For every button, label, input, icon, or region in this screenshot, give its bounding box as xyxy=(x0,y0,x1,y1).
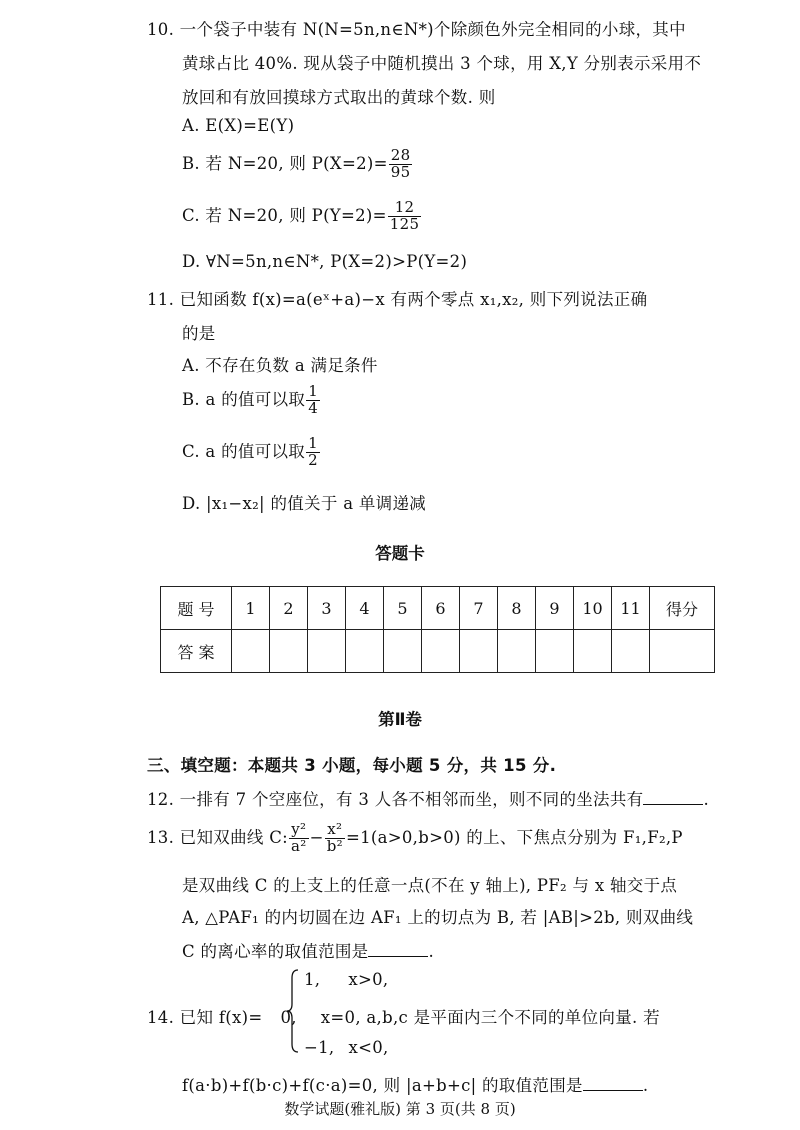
q13-line4-text: C 的离心率的取值范围是 xyxy=(182,942,369,961)
answer-card-title: 答题卡 xyxy=(375,544,425,563)
q14-line-main xyxy=(147,1004,660,1028)
q11-option-a: A. 不存在负数 a 满足条件 xyxy=(182,356,378,375)
q14-case1-value: 1, xyxy=(304,970,321,989)
q14-case2-condition: x=0, a,b,c 是平面内三个不同的单位向量. 若 xyxy=(320,1008,660,1027)
question-number-cell: 9 xyxy=(536,587,574,630)
answer-cell[interactable] xyxy=(232,630,270,673)
answer-card-answer-row xyxy=(161,630,715,673)
answer-card-table xyxy=(160,586,715,673)
q10-option-b-fraction xyxy=(389,148,413,181)
q11-option-b-denominator: 4 xyxy=(308,398,319,417)
answer-cell[interactable] xyxy=(460,630,498,673)
q11-option-b-numerator: 1 xyxy=(308,382,319,400)
q11-option-b-text: B. a 的值可以取 xyxy=(182,389,306,409)
q13-line3: A, △PAF₁ 的内切圆在边 AF₁ 上的切点为 B, 若 |AB|>2b, 则双曲线 xyxy=(182,908,694,927)
q13-line1 xyxy=(147,822,683,855)
q14-case3 xyxy=(304,1038,389,1057)
section-three-heading: 三、填空题：本题共 3 小题，每小题 5 分，共 15 分. xyxy=(147,756,557,775)
answer-card-header-row xyxy=(161,587,715,630)
q10-option-b-denominator: 95 xyxy=(390,162,411,181)
q14-case2-value: 0, xyxy=(280,1008,297,1027)
q14-case1 xyxy=(304,970,388,989)
q10-line3: 放回和有放回摸球方式取出的黄球个数. 则 xyxy=(182,88,496,107)
q10-option-b-text: B. 若 N=20, 则 P(X=2)= xyxy=(182,153,388,173)
q12-end: . xyxy=(703,790,710,809)
answer-cell[interactable] xyxy=(346,630,384,673)
answer-cell[interactable] xyxy=(612,630,650,673)
q11-option-c-denominator: 2 xyxy=(308,450,318,469)
q11-option-b-fraction xyxy=(306,384,320,417)
q11-option-c xyxy=(182,436,321,469)
score-label: 得分 xyxy=(650,587,715,630)
q10-option-d: D. ∀N=5n,n∈N*, P(X=2)>P(Y=2) xyxy=(182,252,468,271)
question-number-cell: 11 xyxy=(612,587,650,630)
q10-option-b-numerator: 28 xyxy=(390,146,411,164)
answer-cell[interactable] xyxy=(384,630,422,673)
q13-fraction-x-numerator: x² xyxy=(325,822,345,839)
q10-option-a: A. E(X)=E(Y) xyxy=(182,116,295,135)
question-number-cell: 2 xyxy=(270,587,308,630)
q14-prefix: 14. 已知 f(x)= xyxy=(147,1008,263,1027)
page-footer: 数学试题(雅礼版) 第 3 页(共 8 页) xyxy=(284,1100,516,1118)
q11-option-c-numerator: 1 xyxy=(308,434,318,452)
q13-minus: − xyxy=(309,827,324,847)
question-number-cell: 4 xyxy=(346,587,384,630)
question-number-cell: 1 xyxy=(232,587,270,630)
q14-case3-condition: x<0, xyxy=(348,1038,389,1057)
q10-line2: 黄球占比 40%. 现从袋子中随机摸出 3 个球，用 X,Y 分别表示采用不 xyxy=(182,54,702,73)
question-number-label: 题 号 xyxy=(161,587,232,630)
answer-cell[interactable] xyxy=(498,630,536,673)
q14-last-text: f(a·b)+f(b·c)+f(c·a)=0, 则 |a+b+c| 的取值范围是 xyxy=(182,1076,583,1095)
q11-option-b xyxy=(182,384,321,417)
q10-option-c-text: C. 若 N=20, 则 P(Y=2)= xyxy=(182,205,387,225)
q14-end: . xyxy=(642,1076,649,1095)
q11-option-c-text: C. a 的值可以取 xyxy=(182,441,306,461)
q12-text: 12. 一排有 7 个空座位，有 3 人各不相邻而坐，则不同的坐法共有 xyxy=(147,790,644,809)
q13-fraction-y xyxy=(289,822,309,855)
answer-cell[interactable] xyxy=(422,630,460,673)
q10-option-b xyxy=(182,148,413,181)
answer-cell[interactable] xyxy=(270,630,308,673)
q14-line-last xyxy=(182,1072,648,1096)
q14-case1-condition: x>0, xyxy=(348,970,389,989)
question-number-cell: 10 xyxy=(574,587,612,630)
answer-cell[interactable] xyxy=(574,630,612,673)
part-two-title: 第Ⅱ卷 xyxy=(378,710,422,729)
q10-option-c-denominator: 125 xyxy=(389,214,420,233)
q13-line4 xyxy=(182,938,434,962)
q12-line xyxy=(147,786,709,810)
q13-line2: 是双曲线 C 的上支上的任意一点(不在 y 轴上), PF₂ 与 x 轴交于点 xyxy=(182,876,678,895)
q10-option-c-fraction xyxy=(388,200,422,233)
answer-cell[interactable] xyxy=(536,630,574,673)
q14-case3-value: −1, xyxy=(304,1038,335,1057)
q10-option-c-numerator: 12 xyxy=(388,200,422,217)
q11-line1: 11. 已知函数 f(x)=a(eˣ+a)−x 有两个零点 x₁,x₂, 则下列说法正确 xyxy=(147,290,648,309)
answer-cell[interactable] xyxy=(308,630,346,673)
question-number-cell: 6 xyxy=(422,587,460,630)
q11-option-d: D. |x₁−x₂| 的值关于 a 单调递减 xyxy=(182,494,427,513)
answer-label: 答 案 xyxy=(161,630,232,673)
question-number-cell: 7 xyxy=(460,587,498,630)
q14-answer-blank[interactable] xyxy=(583,1076,643,1091)
q13-fraction-y-numerator: y² xyxy=(289,822,309,839)
q13-fraction-x xyxy=(325,822,345,855)
q13-answer-blank[interactable] xyxy=(368,942,428,957)
question-number-cell: 8 xyxy=(498,587,536,630)
score-cell[interactable] xyxy=(650,630,715,673)
q13-suffix: =1(a>0,b>0) 的上、下焦点分别为 F₁,F₂,P xyxy=(345,827,683,847)
q13-fraction-y-denominator: a² xyxy=(291,836,307,855)
q11-line2: 的是 xyxy=(182,324,216,343)
q12-answer-blank[interactable] xyxy=(643,790,703,805)
q10-option-c xyxy=(182,200,422,233)
question-number-cell: 5 xyxy=(384,587,422,630)
q13-prefix: 13. 已知双曲线 C: xyxy=(147,827,289,847)
q13-end: . xyxy=(428,942,435,961)
q10-line1: 10. 一个袋子中装有 N(N=5n,n∈N*)个除颜色外完全相同的小球，其中 xyxy=(147,20,686,39)
q11-option-c-fraction xyxy=(306,436,320,469)
question-number-cell: 3 xyxy=(308,587,346,630)
q13-fraction-x-denominator: b² xyxy=(326,836,343,855)
